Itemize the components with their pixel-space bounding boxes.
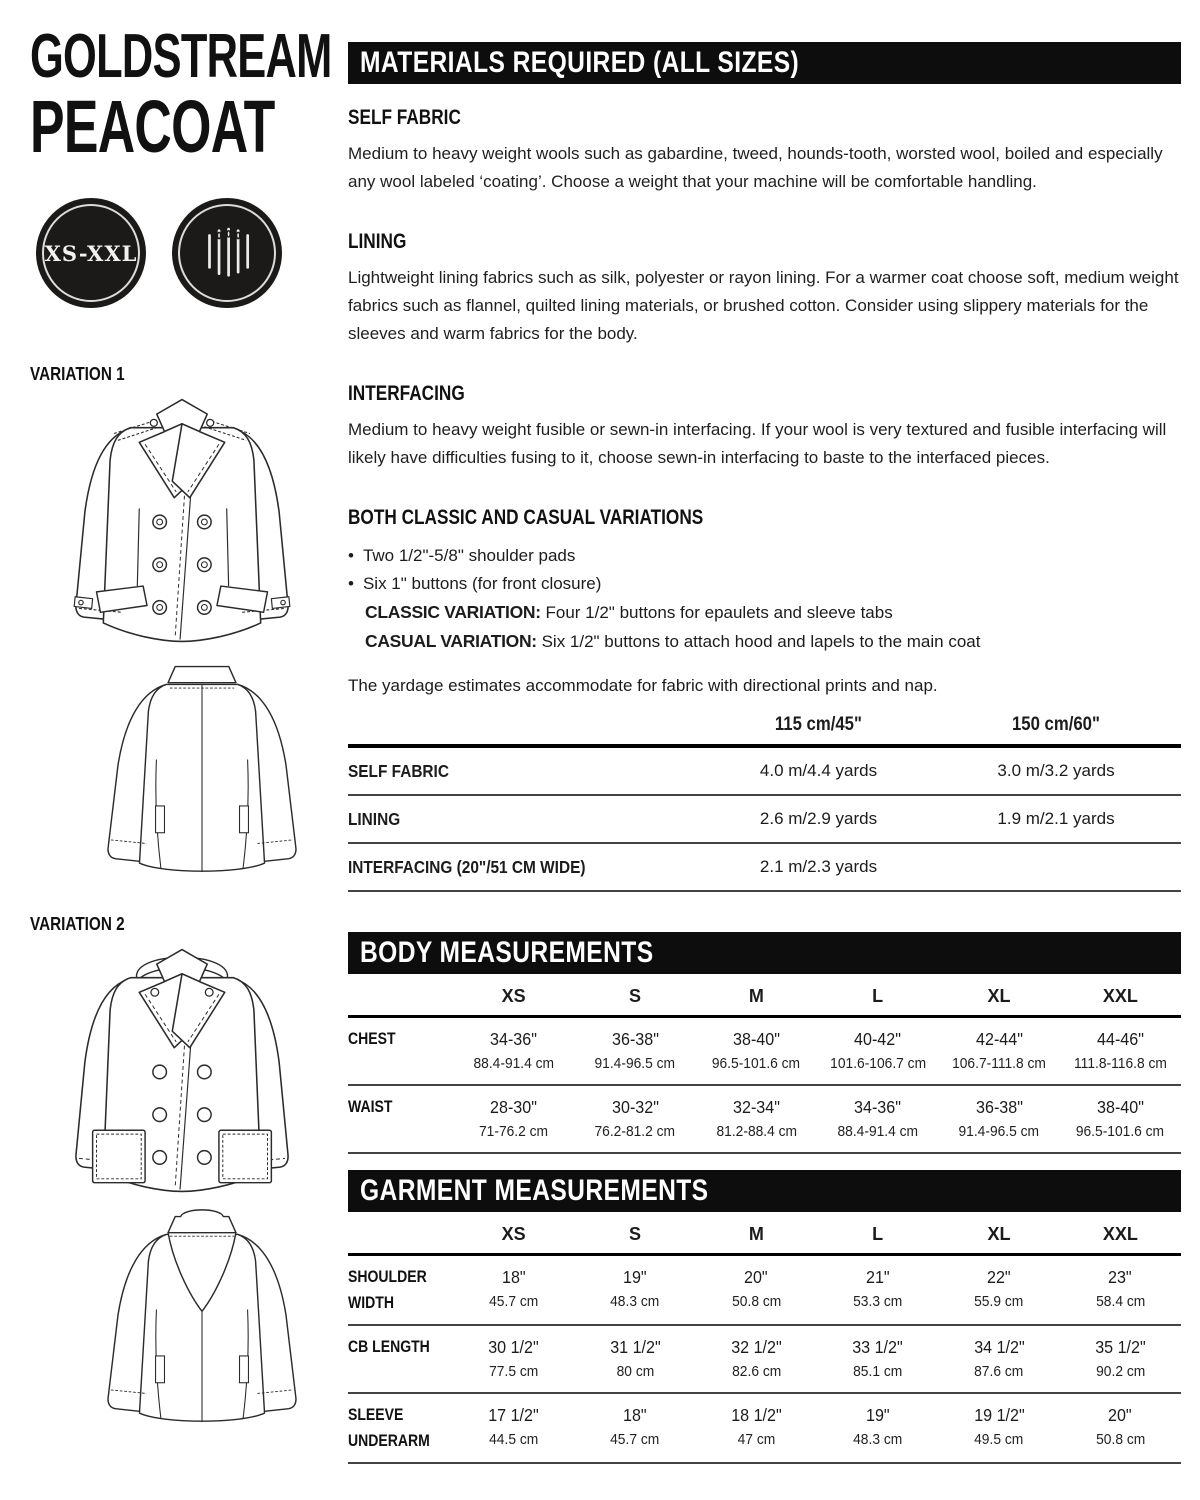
size-range-badge [36, 198, 146, 308]
yardage-table [348, 714, 1181, 892]
casual-variation-note: CASUAL VARIATION: Six 1/2" buttons to attach hood and lapels to the main coat [365, 631, 981, 651]
page-title-line1: GOLDSTREAM [30, 22, 332, 91]
coat-back-drawing [68, 646, 336, 898]
list-item: • Six 1" buttons (for front closure) [348, 570, 1181, 598]
materials-required-header [348, 42, 1181, 84]
classic-variation-note: CLASSIC VARIATION: Four 1/2" buttons for epaulets and sleeve tabs [365, 602, 893, 622]
table-row: INTERFACING (20"/51 CM WIDE) 2.1 m/2.3 yards [348, 844, 1181, 892]
needles-glyph [192, 218, 262, 288]
left-column [30, 22, 335, 1486]
variation-1-front-illustration [32, 384, 332, 656]
variation-2-front-illustration [32, 934, 332, 1206]
garment-measurements-header [348, 1170, 1181, 1212]
size-header-row: XS S M L XL XXL [348, 974, 1181, 1018]
table-row: CHEST 34-36" 88.4-91.4 cm 36-38" 91.4-96.5 cm 38-40" 96.5-101.6 cm 40-42" 101.6-106.7 cm 42-44" 106.7-111.8 cm 44-46" 111.8-116.8 cm [348, 1018, 1181, 1086]
self-fabric-text: Medium to heavy weight wools such as gabardine, tweed, hounds-tooth, worsted wool, boiled and especially any wool labeled ‘coating’. Choose a weight that your machine will be comfortable handling. [348, 144, 1163, 191]
variation-2-back-illustration [68, 1196, 336, 1448]
garment-measurements-title: GARMENT MEASUREMENTS [360, 1174, 709, 1207]
table-row: CB LENGTH 30 1/2" 77.5 cm 31 1/2" 80 cm 32 1/2" 82.6 cm 33 1/2" 85.1 cm 34 1/2" 87.6 cm 35 1/2" 90.2 cm [348, 1326, 1181, 1394]
body-measurements-header [348, 932, 1181, 974]
badge-row [36, 198, 282, 308]
size-header-row: XS S M L XL XXL [348, 1212, 1181, 1256]
table-row: SLEEVE UNDERARM 17 1/2" 44.5 cm 18" 45.7 cm 18 1/2" 47 cm 19" 48.3 cm 19 1/2" 49.5 cm 20" 50.8 cm [348, 1394, 1181, 1464]
table-row: WAIST 28-30" 71-76.2 cm 30-32" 76.2-81.2 cm 32-34" 81.2-88.4 cm 34-36" 88.4-91.4 cm 36-38" 91.4-96.5 cm 38-40" 96.5-101.6 cm [348, 1086, 1181, 1154]
table-row: SHOULDER WIDTH 18" 45.7 cm 19" 48.3 cm 20" 50.8 cm 21" 53.3 cm 22" 55.9 cm 23" 58.4 cm [348, 1256, 1181, 1326]
self-fabric-heading: SELF FABRIC [348, 106, 461, 129]
page-title-line2: PEACOAT [30, 85, 275, 168]
yardage-note: The yardage estimates accommodate for fabric with directional prints and nap. [348, 676, 938, 695]
yardage-col-115: 115 cm/45" [775, 714, 862, 735]
coat-back-hooded-drawing [68, 1196, 336, 1448]
table-row: SELF FABRIC 4.0 m/4.4 yards 3.0 m/3.2 yards [348, 748, 1181, 796]
yardage-table-header [348, 714, 1181, 748]
variation-1-back-illustration [68, 646, 336, 898]
materials-required-title: MATERIALS REQUIRED (ALL SIZES) [360, 46, 800, 79]
variation-2-label: VARIATION 2 [30, 914, 125, 934]
content-column [348, 42, 1181, 1464]
both-variations-heading: BOTH CLASSIC AND CASUAL VARIATIONS [348, 506, 704, 529]
body-measurements-table [348, 974, 1181, 1154]
garment-measurements-table [348, 1212, 1181, 1464]
yardage-col-150: 150 cm/60" [1012, 714, 1100, 735]
size-range-label: XS-XXL [44, 240, 138, 266]
coat-front-hooded-drawing [32, 934, 332, 1206]
table-row: LINING 2.6 m/2.9 yards 1.9 m/2.1 yards [348, 796, 1181, 844]
body-measurements-title: BODY MEASUREMENTS [360, 936, 654, 969]
variation-1-label: VARIATION 1 [30, 364, 125, 384]
needles-icon [172, 198, 282, 308]
page-title [30, 22, 335, 168]
lining-heading: LINING [348, 230, 407, 253]
interfacing-heading: INTERFACING [348, 382, 465, 405]
coat-front-drawing [32, 384, 332, 656]
notions-list [348, 542, 1181, 598]
list-item: • Two 1/2"-5/8" shoulder pads [348, 542, 1181, 570]
lining-text: Lightweight lining fabrics such as silk, polyester or rayon lining. For a warmer coat choose soft, medium weight fabrics such as flannel, quilted lining materials, or brushed cotton. Consider using slippery materials for the sleeves and warm fabrics for the body. [348, 268, 1179, 343]
interfacing-text: Medium to heavy weight fusible or sewn-in interfacing. If your wool is very textured and fusible interfacing will likely have difficulties fusing to it, choose sewn-in interfacing to baste to the interfaced pieces. [348, 420, 1167, 467]
